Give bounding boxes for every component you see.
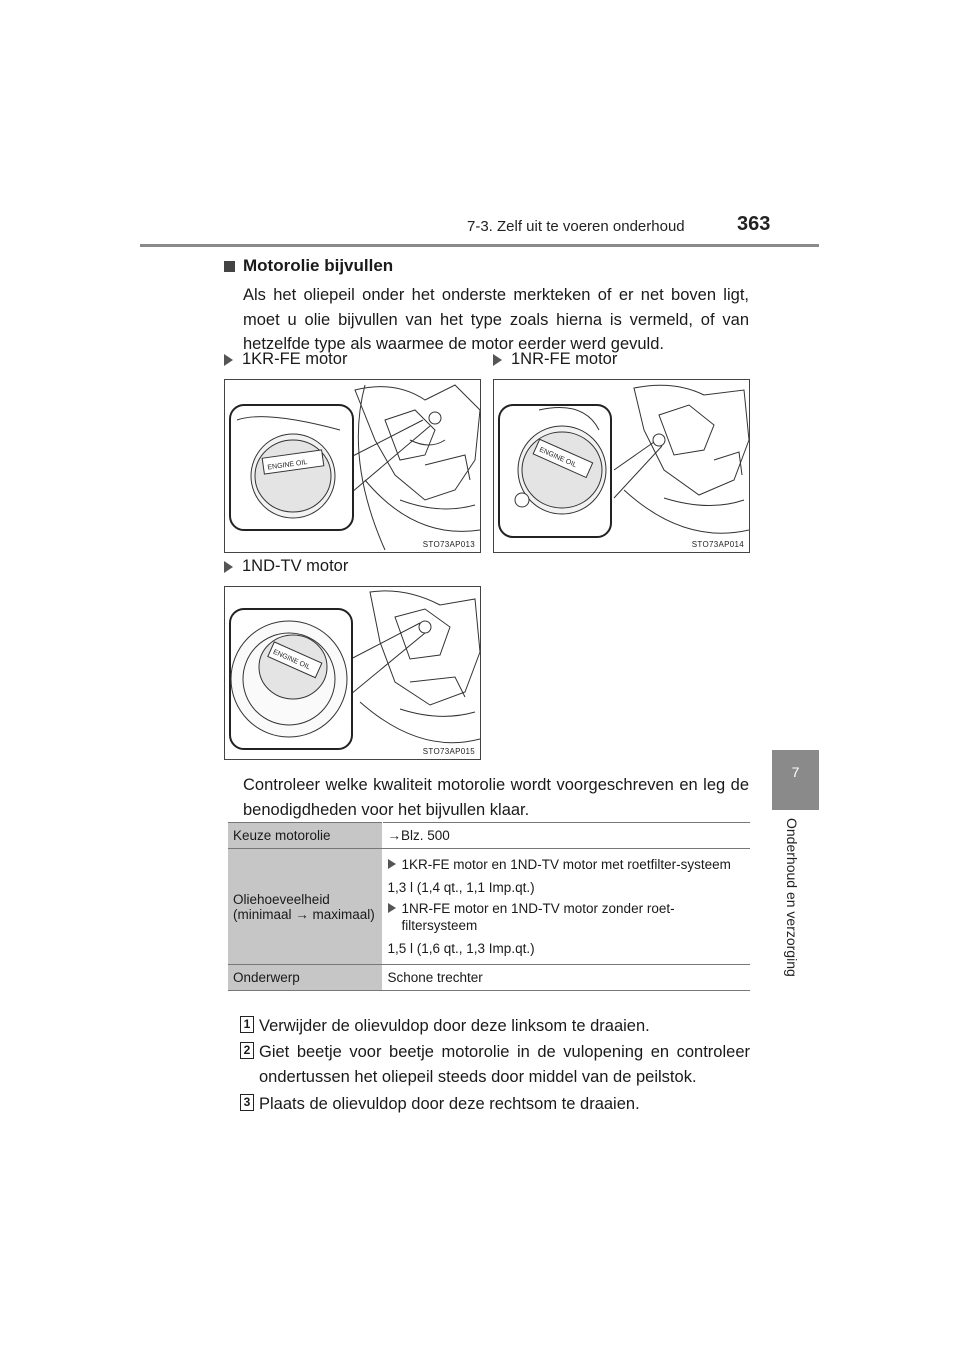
square-bullet-icon (224, 261, 235, 272)
oil-spec-table (228, 822, 750, 991)
triangle-bullet-icon (388, 859, 396, 869)
table-value: Schone trechter (382, 965, 750, 991)
table-value: →Blz. 500 (382, 823, 750, 849)
section-header: 7-3. Zelf uit te voeren onderhoud (467, 218, 685, 235)
table-key: Keuze motorolie (228, 823, 382, 849)
oil-capacity-label: 1NR-FE motor en 1ND-TV motor zonder roet-filtersysteem (401, 901, 675, 933)
cap-label: ENGINE OIL (267, 459, 308, 472)
oil-capacity-value: 1,3 l (1,4 qt., 1,1 Imp.qt.) (387, 880, 535, 895)
table-row (228, 965, 750, 991)
table-value (382, 849, 750, 965)
chapter-number: 7 (791, 764, 800, 780)
section-heading-text: Motorolie bijvullen (243, 256, 394, 275)
triangle-bullet-icon (224, 561, 233, 573)
step-number: 2 (240, 1042, 254, 1059)
figure-caption-1nr (493, 350, 617, 369)
figure-caption-text: 1KR-FE motor (242, 350, 348, 368)
section-heading (224, 256, 393, 276)
step-number: 3 (240, 1094, 254, 1111)
table-key-line: Oliehoeveelheid (233, 891, 330, 907)
page-number: 363 (737, 213, 771, 235)
step-text: Giet beetje voor beetje motorolie in de vulopening en controleer ondertussen het oliepeil steeds door middel van de peilstok. (259, 1043, 750, 1086)
chapter-tab (772, 750, 819, 810)
figure-caption-1nd (224, 557, 348, 576)
cap-label: ENGINE OIL (271, 648, 312, 672)
table-row (228, 823, 750, 849)
header-divider (140, 244, 819, 247)
oil-capacity-label: 1KR-FE motor en 1ND-TV motor met roetfilter-systeem (401, 857, 731, 872)
intro-paragraph: Als het oliepeil onder het onderste merkteken of er net boven ligt, moet u olie bijvullen van het type zoals hierna is vermeld, of van hetzelfde type als waarmee de motor eerder werd gevuld. (243, 286, 749, 353)
triangle-bullet-icon (224, 354, 233, 366)
step-3 (240, 1092, 750, 1117)
oil-capacity-item (388, 856, 746, 873)
engine-illustration (494, 380, 750, 553)
step-1 (240, 1014, 750, 1039)
engine-figure-1kr (224, 379, 481, 553)
oil-capacity-value: 1,5 l (1,6 qt., 1,3 Imp.qt.) (387, 941, 535, 956)
table-key-line: (minimaal → maximaal) (233, 906, 375, 922)
step-text: Plaats de olievuldop door deze rechtsom te draaien. (259, 1095, 640, 1113)
figure-code: STO73AP014 (691, 540, 744, 549)
engine-figure-1nd (224, 586, 481, 760)
step-text: Verwijder de olievuldop door deze linksom te draaien. (259, 1017, 650, 1035)
figure-caption-text: 1NR-FE motor (511, 350, 618, 368)
engine-illustration (225, 380, 481, 553)
figure-code: STO73AP013 (422, 540, 475, 549)
figure-caption-1kr (224, 350, 347, 369)
cap-label: ENGINE OIL (538, 446, 578, 470)
step-number: 1 (240, 1016, 254, 1033)
table-key (228, 849, 382, 965)
engine-figure-1nr (493, 379, 750, 553)
triangle-bullet-icon (388, 903, 396, 913)
triangle-bullet-icon (493, 354, 502, 366)
step-2 (240, 1040, 750, 1089)
check-paragraph: Controleer welke kwaliteit motorolie wordt voorgeschreven en leg de benodigdheden voor het bijvullen klaar. (243, 776, 749, 819)
figure-caption-text: 1ND-TV motor (242, 557, 349, 575)
oil-capacity-item (388, 900, 746, 934)
chapter-title: Onderhoud en verzorging (784, 818, 800, 977)
figure-code: STO73AP015 (422, 747, 475, 756)
engine-illustration (225, 587, 481, 760)
table-row (228, 849, 750, 965)
table-key: Onderwerp (228, 965, 382, 991)
